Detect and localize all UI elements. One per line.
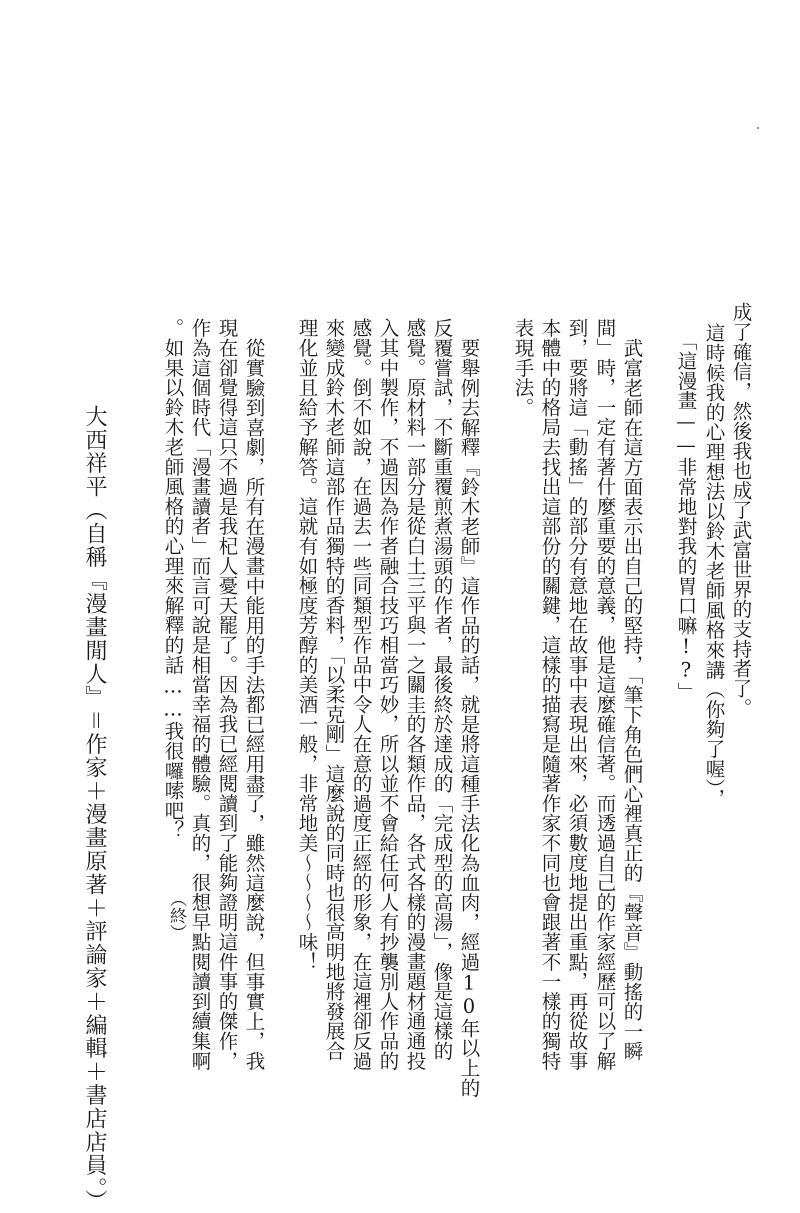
essay-column-19: 。如果以鈴木老師風格的心理來解釋的話……我很囉嗦吧？	[161, 318, 185, 840]
essay-column-14: 來變成鈴木老師這部作品獨特的香料，「以柔克剛」這麼說的同時也很高明地將發展合	[322, 318, 346, 1061]
essay-column-12: 入其中製作，不過因為作者融合技巧相當巧妙，所以並不會給任何人有抄襲別人作品的	[376, 318, 400, 1071]
essay-column-15: 理化並且給予解答。這就有如極度芳醇的美酒一般，非常地美～～～～味！	[295, 318, 319, 972]
essay-column-17: 現在卻覺得這只不過是我杞人憂天罷了。因為我已經閱讀到了能夠證明這件事的傑作，	[215, 318, 239, 1071]
page-speck	[757, 127, 759, 129]
end-mark: （終）	[166, 890, 186, 941]
essay-column-2: 這時候我的心理想法以鈴木老師風格來講（你夠了喔），	[702, 323, 726, 809]
essay-column-1: 成了確信，然後我也成了武富世界的支持者了。	[729, 302, 753, 718]
essay-column-4: 武富老師在這方面表示出自己的堅持，「筆下角色們心裡真正的『聲音』動搖的一瞬	[620, 338, 644, 1061]
essay-column-6: 到，要將這「動搖」的部分有意地在故事中表現出來，必須數度地提出重點，再從故事	[565, 318, 589, 1071]
essay-column-11: 感覺。原材料一部分是從白土三平與一之關圭的各類作品，各式各樣的漫畫題材通通投	[403, 318, 427, 1071]
essay-column-5: 間」時，一定有著什麼重要的意義，他是這麼確信著。而透過自己的作家經歷可以了解	[593, 318, 617, 1071]
essay-column-18: 作為這個時代「漫畫讀者」而言可說是相當幸福的體驗。真的，很想早點閱讀到續集啊	[188, 318, 212, 1071]
essay-column-8: 表現手法。	[511, 318, 535, 417]
essay-column-13: 感覺。倒不如說，在過去一些同類型作品中令人在意的過度正經的形象，在這裡卻反過	[349, 318, 373, 1071]
essay-column-16: 從實驗到喜劇，所有在漫畫中能用的手法都已經用盡了，雖然這麼說，但事實上，我	[242, 338, 266, 1071]
essay-column-10: 反覆嘗試，不斷重覆煎煮湯頭的作者，最後終於達成的「完成型的高湯」，像是這樣的	[430, 318, 454, 1061]
essay-column-9: 要舉例去解釋『鈴木老師』這作品的話，就是將這種手法化為血肉，經過10年以上的	[457, 338, 481, 1098]
essay-column-7: 本體中的格局去找出這部份的關鍵，這樣的描寫是隨著作家不同也會跟著不一樣的獨特	[538, 318, 562, 1071]
essay-column-3: 「這漫畫——非常地對我的胃口嘛!?」	[674, 331, 698, 702]
author-signature: 大西祥平（自稱『漫畫閒人』＝作家＋漫畫原著＋評論家＋編輯＋書店店員。）	[82, 405, 107, 1213]
